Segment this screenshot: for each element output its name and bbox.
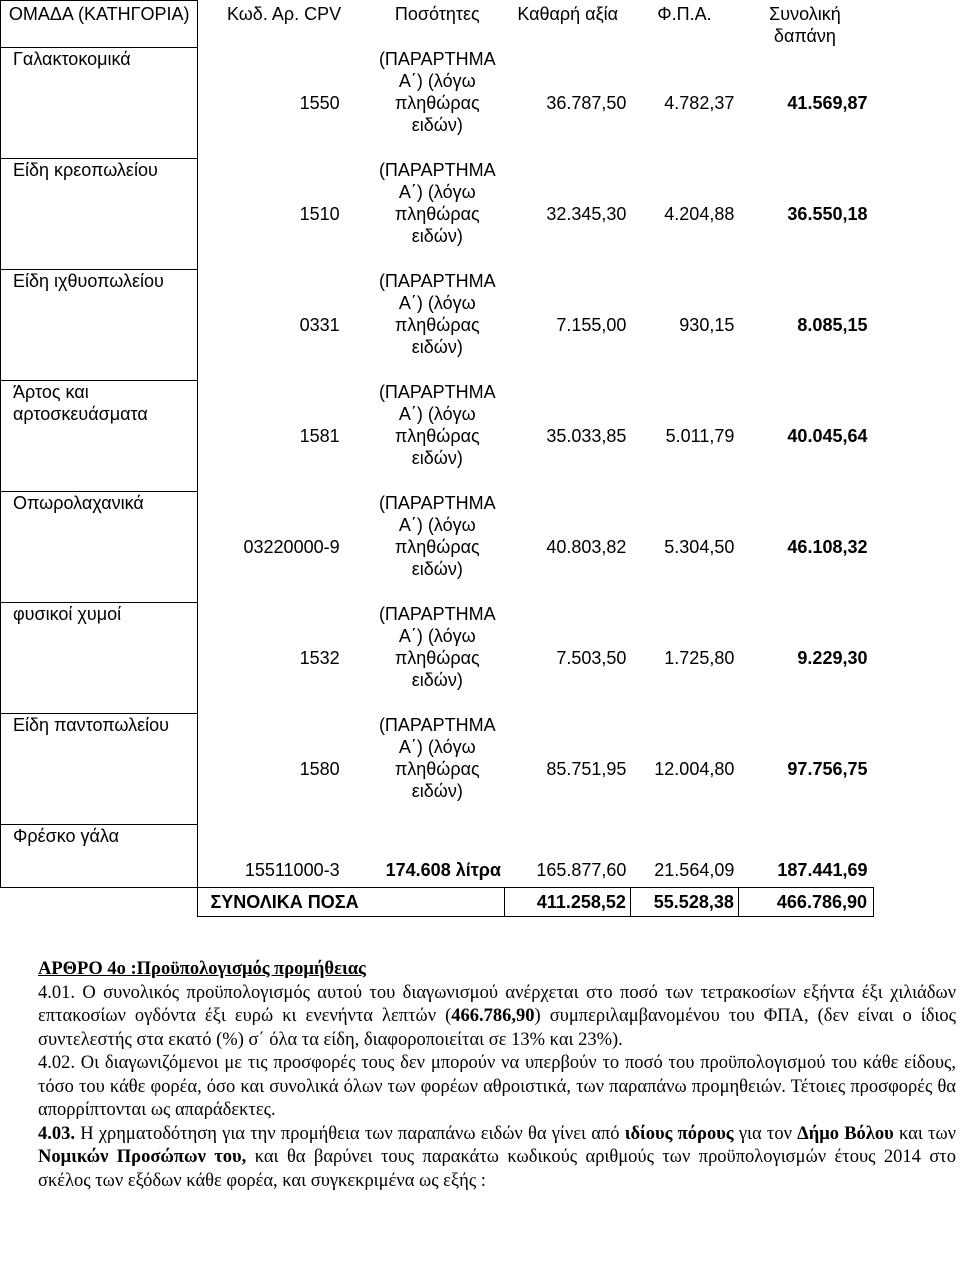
totals-spacer xyxy=(1,887,198,916)
totals-total: 466.786,90 xyxy=(738,887,873,916)
cell-cpv: 1510 xyxy=(299,204,340,224)
cell-vat: 5.011,79 xyxy=(665,426,735,446)
table-row xyxy=(1,714,874,825)
cell-cpv: 1581 xyxy=(299,426,340,446)
cell-net: 7.155,00 xyxy=(556,315,627,335)
cell-total: 97.756,75 xyxy=(787,759,868,779)
paragraph-4-02: 4.02. Οι διαγωνιζόμενοι με τις προσφορές τους δεν μπορούν να υπερβούν το ποσό του προϋπολογισμού του κάθε είδους, τόσο του κάθε φορέα, όσο και συνολικά όλων των φορέων αθροιστικά, των παραπάνω προμηθειών. Τέτοιες προσφορές θα απορρίπτονται ως απαράδεκτες. xyxy=(38,1053,956,1120)
article-heading: ΑΡΘΡΟ 4ο :Προϋπολογισμός προμήθειας xyxy=(38,959,366,979)
cell-vat: 5.304,50 xyxy=(664,537,735,557)
cell-category: φυσικοί χυμοί xyxy=(1,603,198,714)
table-row xyxy=(1,270,874,381)
table-header-row xyxy=(1,1,874,48)
cell-cpv: 0331 xyxy=(299,315,340,335)
table-row xyxy=(1,159,874,270)
paragraph-number: 4.02. xyxy=(38,1053,75,1073)
cell-net: 35.033,85 xyxy=(546,426,627,446)
cell-quantity: (ΠΑΡΑΡΤΗΜΑ Α΄) (λόγω πληθώρας ειδών) xyxy=(378,603,496,690)
cell-quantity: (ΠΑΡΑΡΤΗΜΑ Α΄) (λόγω πληθώρας ειδών) xyxy=(378,270,496,357)
cell-category: Είδη ιχθυοπωλείου xyxy=(1,270,198,381)
table-row-milk xyxy=(1,825,874,888)
cell-net: 85.751,95 xyxy=(546,759,627,779)
municipality-name: Δήμο Βόλου xyxy=(797,1123,894,1144)
table-totals-row xyxy=(1,887,874,916)
paragraph-4-03: 4.03. Η χρηματοδότηση για την προμήθεια των παραπάνω ειδών θα γίνει από ιδίους πόρους για τον Δήμο Βόλου και των Νομικών Προσώπων του, και θα βαρύνει τους παρακάτω κωδικούς αριθμούς των προϋπολογισμών έτους 2014 στο σκέλος των εξόδων κάθε φορέα, και συγκεκριμένα ως εξής : xyxy=(38,1123,956,1191)
article-4 xyxy=(38,958,956,1193)
cell-quantity: (ΠΑΡΑΡΤΗΜΑ Α΄) (λόγω πληθώρας ειδών) xyxy=(378,381,496,468)
budget-amount: 466.786,90 xyxy=(451,1006,535,1026)
header-total: Συνολική δαπάνη xyxy=(769,3,841,46)
cell-quantity: (ΠΑΡΑΡΤΗΜΑ Α΄) (λόγω πληθώρας ειδών) xyxy=(378,159,496,246)
table-row xyxy=(1,381,874,492)
paragraph-number: 4.01. xyxy=(38,982,75,1003)
cell-quantity: (ΠΑΡΑΡΤΗΜΑ Α΄) (λόγω πληθώρας ειδών) xyxy=(378,492,496,579)
cell-vat: 4.782,37 xyxy=(664,93,735,113)
milk-total: 187.441,69 xyxy=(777,859,868,880)
cell-quantity: (ΠΑΡΑΡΤΗΜΑ Α΄) (λόγω πληθώρας ειδών) xyxy=(378,714,496,801)
cell-cpv: 1580 xyxy=(299,759,340,779)
header-cpv: Κωδ. Αρ. CPV xyxy=(226,3,342,24)
totals-net: 411.258,52 xyxy=(505,887,630,916)
own-resources: ιδίους πόρους xyxy=(624,1123,734,1144)
cell-cpv: 1532 xyxy=(299,648,340,668)
header-net: Καθαρή αξία xyxy=(517,3,619,24)
totals-vat: 55.528,38 xyxy=(630,887,738,916)
milk-category: Φρέσκο γάλα xyxy=(1,825,198,888)
header-vat: Φ.Π.Α. xyxy=(657,3,712,24)
header-category: ΟΜΑΔΑ (ΚΑΤΗΓΟΡΙΑ) xyxy=(1,1,198,48)
legal-entities: Νομικών Προσώπων του, xyxy=(38,1147,247,1167)
cell-cpv: 03220000-9 xyxy=(243,537,340,557)
cell-category: Οπωρολαχανικά xyxy=(1,492,198,603)
table-row xyxy=(1,492,874,603)
cell-cpv: 1550 xyxy=(299,93,340,113)
milk-net: 165.877,60 xyxy=(536,859,627,880)
paragraph-4-01: 4.01. Ο συνολικός προϋπολογισμός αυτού του διαγωνισμού ανέρχεται στο ποσό των τετρακοσίων εξήντα έξι χιλιάδων επτακοσίων ογδόντα έξι ευρώ κι ενενήντα λεπτών (466.786,90) συμπεριλαμβανομένου του ΦΠΑ, (δεν είναι ο ίδιος συντελεστής στα εκατό (%) σ΄ όλα τα είδη, διαφοροποιείται σε 13% και 23%). xyxy=(38,982,956,1050)
table-row xyxy=(1,48,874,159)
milk-cpv: 15511000-3 xyxy=(244,859,340,880)
cell-quantity: (ΠΑΡΑΡΤΗΜΑ Α΄) (λόγω πληθώρας ειδών) xyxy=(378,48,496,135)
cell-vat: 4.204,88 xyxy=(664,204,735,224)
cell-net: 36.787,50 xyxy=(546,93,627,113)
paragraph-number: 4.03. xyxy=(38,1123,75,1144)
cell-net: 7.503,50 xyxy=(556,648,627,668)
totals-label: ΣΥΝΟΛΙΚΑ ΠΟΣΑ xyxy=(198,887,505,916)
cell-total: 41.569,87 xyxy=(787,93,868,113)
table-row xyxy=(1,603,874,714)
cell-total: 9.229,30 xyxy=(797,648,868,668)
cell-total: 8.085,15 xyxy=(797,315,868,335)
cell-category: Είδη παντοπωλείου xyxy=(1,714,198,825)
cell-vat: 930,15 xyxy=(679,315,735,335)
cell-total: 40.045,64 xyxy=(787,426,868,446)
cell-total: 36.550,18 xyxy=(787,204,868,224)
cell-net: 40.803,82 xyxy=(546,537,627,557)
cell-vat: 1.725,80 xyxy=(664,648,735,668)
milk-vat: 21.564,09 xyxy=(654,859,735,880)
cell-vat: 12.004,80 xyxy=(654,759,735,779)
cell-total: 46.108,32 xyxy=(787,537,868,557)
cell-category: Είδη κρεοπωλείου xyxy=(1,159,198,270)
milk-quantity: 174.608 λίτρα xyxy=(385,859,501,880)
cell-category: Γαλακτοκομικά xyxy=(1,48,198,159)
cell-category: Άρτος και αρτοσκευάσματα xyxy=(1,381,198,492)
header-quantity: Ποσότητες xyxy=(394,3,480,24)
cell-net: 32.345,30 xyxy=(546,204,627,224)
